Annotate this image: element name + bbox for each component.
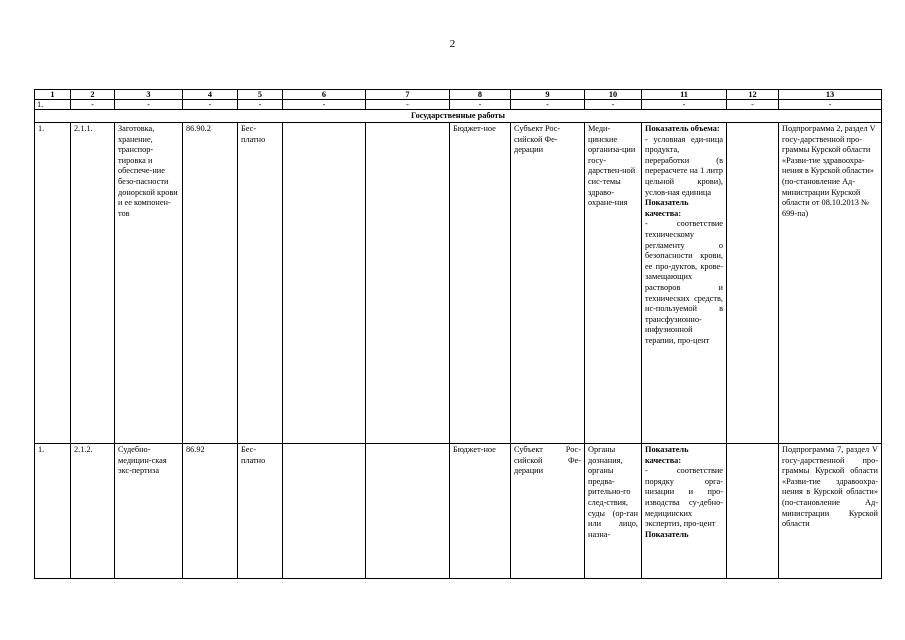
dash-row [35, 100, 882, 110]
header-cell: 6 [283, 90, 366, 100]
indicator-text: - соответствие техническому регламенту о безопасности крови, ее про-дуктов, крове-замещающих растворов и технических средств, ис-пользуемой в трансфузионно-инфузионной терапии, про-цент [645, 219, 723, 345]
header-cell: 13 [779, 90, 882, 100]
indicators [642, 444, 727, 579]
indicator-heading: Показатель объема: [645, 124, 720, 133]
column-number-row [35, 90, 882, 100]
header-cell: 7 [366, 90, 450, 100]
dash-cell: - [727, 100, 779, 110]
indicator-heading: Показатель качества: [645, 198, 689, 218]
row-index: 1. [35, 444, 71, 579]
dash-cell: - [779, 100, 882, 110]
service-name: Судебно-медицин-ская экс-пертиза [115, 444, 183, 579]
empty-cell [366, 123, 450, 444]
header-cell: 3 [115, 90, 183, 100]
empty-cell [283, 444, 366, 579]
empty-cell [727, 444, 779, 579]
dash-cell: - [585, 100, 642, 110]
dash-cell: - [71, 100, 115, 110]
table-row [35, 123, 882, 444]
consumers: Органы дознания, органы предва-рительно-го след-ствия, суды (ор-ган или лицо, назна- [585, 444, 642, 579]
dash-cell: - [366, 100, 450, 110]
consumers: Меди-цинские организа-ции госу-дарствен-ной сис-темы здраво-охране-ния [585, 123, 642, 444]
empty-cell [727, 123, 779, 444]
row-index: 1. [35, 123, 71, 444]
header-cell: 11 [642, 90, 727, 100]
dash-cell: - [511, 100, 585, 110]
table-row [35, 444, 882, 579]
service-name: Заготовка, хранение, транспор-тировка и обеспече-ние безо-пасности донорской крови и ее компонен-тов [115, 123, 183, 444]
legal-basis: Подпрограмма 2, раздел V госу-дарственной про-граммы Курской области «Разви-тие здравоохра-нения в Курской области» (по-становление Ад-министрации Курской области от 08.10.2013 № 699-па) [779, 123, 882, 444]
okved-code: 86.90.2 [183, 123, 238, 444]
dash-cell: - [642, 100, 727, 110]
indicators [642, 123, 727, 444]
header-cell: 10 [585, 90, 642, 100]
institution-type: Бюджет-ное [450, 444, 511, 579]
legal-basis: Подпрограмма 7, раздел V госу-дарственной про-граммы Курской области «Разви-тие здравоохра-нения в Курской области» (по-становление Ад-министрации Курской области [779, 444, 882, 579]
dash-cell: - [183, 100, 238, 110]
header-cell: 5 [238, 90, 283, 100]
page-number: 2 [449, 38, 456, 50]
dash-cell: - [450, 100, 511, 110]
indicator-heading: Показатель качества: [645, 445, 689, 465]
authority-level: Субъект Рос-сийской Фе-дерации [511, 123, 585, 444]
header-cell: 2 [71, 90, 115, 100]
empty-cell [366, 444, 450, 579]
section-title: Государственные работы [35, 110, 882, 123]
header-cell: 12 [727, 90, 779, 100]
header-cell: 8 [450, 90, 511, 100]
empty-cell [283, 123, 366, 444]
institution-type: Бюджет-ное [450, 123, 511, 444]
payment-type: Бес-платно [238, 123, 283, 444]
section-row [35, 110, 882, 123]
row-code: 2.1.2. [71, 444, 115, 579]
header-cell: 4 [183, 90, 238, 100]
row-code: 2.1.1. [71, 123, 115, 444]
services-table [34, 89, 882, 579]
header-cell: 1 [35, 90, 71, 100]
payment-type: Бес-платно [238, 444, 283, 579]
dash-cell: 1. [35, 100, 71, 110]
header-cell: 9 [511, 90, 585, 100]
dash-cell: - [238, 100, 283, 110]
indicator-heading: Показатель [645, 529, 689, 539]
authority-level: Субъект Рос-сийской Фе-дерации [511, 444, 585, 579]
dash-cell: - [283, 100, 366, 110]
okved-code: 86.92 [183, 444, 238, 579]
indicator-text: - соответствие порядку орга-низации и про-изводства су-дебно-медицинских экспертиз, про-цент [645, 466, 723, 529]
dash-cell: - [115, 100, 183, 110]
indicator-text: - условная еди-ница продукта, переработки (в перерасчете на 1 литр цельной крови), услов-ная единица [645, 134, 723, 197]
